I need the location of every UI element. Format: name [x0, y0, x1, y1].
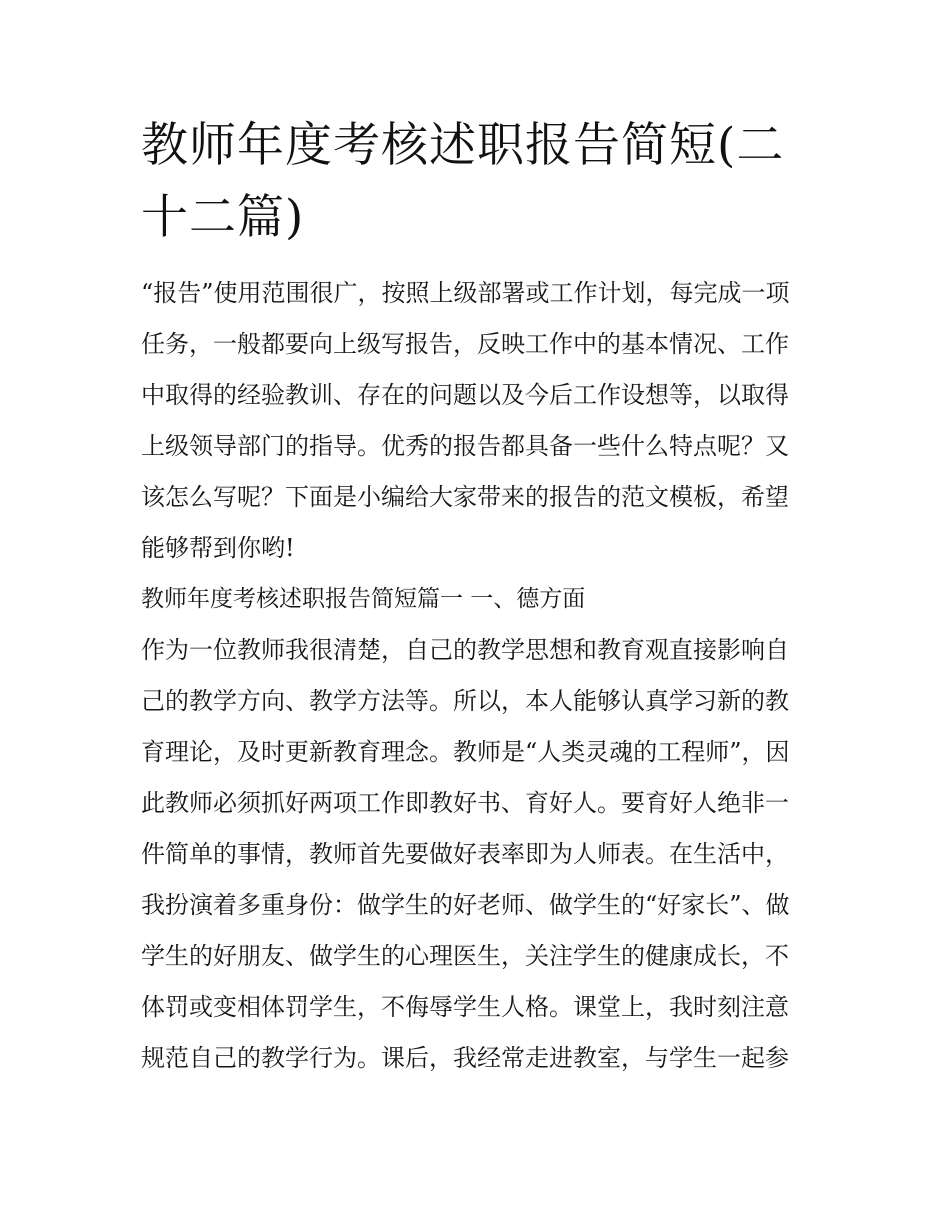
text-line: 体罚或变相体罚学生，不侮辱学生人格。课堂上，我时刻注意: [141, 993, 789, 1021]
text-line: 中取得的经验教训、存在的问题以及今后工作设想等，以取得: [141, 381, 789, 409]
document-body: [141, 110, 816, 1084]
section-heading: 教师年度考核述职报告简短篇一 一、德方面: [141, 586, 586, 612]
text-line: 能够帮到你哟!: [141, 534, 295, 562]
text-line: 育理论，及时更新教育理念。教师是“人类灵魂的工程师”，因: [141, 738, 790, 766]
document-text: [141, 268, 816, 1084]
text-line: “报告”使用范围很广，按照上级部署或工作计划，每完成一项: [141, 279, 790, 307]
title-line: 十二篇): [141, 190, 305, 245]
text-line: 上级领导部门的指导。优秀的报告都具备一些什么特点呢？又: [141, 432, 789, 460]
text-line: 规范自己的教学行为。课后，我经常走进教室，与学生一起参: [141, 1044, 789, 1072]
text-line: 该怎么写呢？下面是小编给大家带来的报告的范文模板，希望: [141, 483, 789, 511]
title-line: 教师年度考核述职报告简短(二: [141, 118, 785, 173]
text-line: 任务，一般都要向上级写报告，反映工作中的基本情况、工作: [141, 330, 789, 358]
text-line: 己的教学方向、教学方法等。所以，本人能够认真学习新的教: [141, 687, 789, 715]
text-line: 学生的好朋友、做学生的心理医生，关注学生的健康成长，不: [141, 942, 789, 970]
text-line: 我扮演着多重身份：做学生的好老师、做学生的“好家长”、做: [141, 891, 790, 919]
text-line: 此教师必须抓好两项工作即教好书、育好人。要育好人绝非一: [141, 789, 789, 817]
text-line: 作为一位教师我很清楚，自己的教学思想和教育观直接影响自: [141, 636, 789, 664]
text-line: 件简单的事情，教师首先要做好表率即为人师表。在生活中，: [141, 840, 789, 868]
document-title: [141, 110, 816, 254]
